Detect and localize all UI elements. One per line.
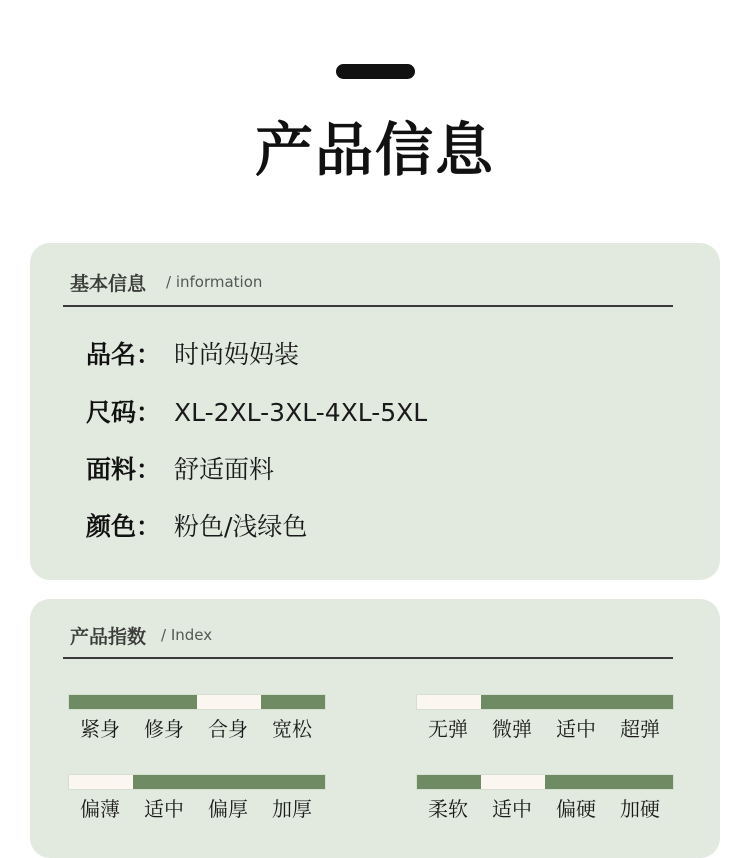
scale-label: 紧身 [80,717,120,741]
scale-label: 偏硬 [556,797,596,821]
info-row-name [86,335,299,375]
fit-scale-labels [68,714,326,744]
basic-info-subheading: / information [166,273,263,291]
scale-label: 合身 [208,717,248,741]
info-value-fabric: 舒适面料 [174,455,275,484]
scale-label: 柔软 [428,797,468,821]
scale-label: 宽松 [272,717,312,741]
scale-label: 适中 [492,797,532,821]
decorative-pill [336,64,415,79]
info-key-color: 颜色： [86,512,162,541]
info-row-fabric [86,450,274,490]
scale-label: 偏薄 [80,797,120,821]
basic-info-card [30,243,720,580]
info-row-color [86,507,307,547]
softness-scale-marker [481,775,545,789]
fit-scale-bar [68,694,326,710]
scale-label: 微弹 [492,717,532,741]
scale-label: 适中 [556,717,596,741]
scale-label: 无弹 [428,717,468,741]
thickness-scale-bar [68,774,326,790]
info-value-color: 粉色/浅绿色 [174,512,308,541]
thickness-scale-marker [69,775,133,789]
scale-label: 适中 [144,797,184,821]
basic-info-divider [63,305,673,307]
scale-label: 偏厚 [208,797,248,821]
product-index-subheading: / Index [161,626,213,644]
thickness-scale-labels [68,794,326,824]
softness-scale-labels [416,794,674,824]
elasticity-scale-labels [416,714,674,744]
product-index-divider [63,657,673,659]
info-key-fabric: 面料： [86,455,162,484]
elasticity-scale-marker [417,695,481,709]
scale-label: 超弹 [620,717,660,741]
page-title: 产品信息 [254,116,495,184]
scale-label: 修身 [144,717,184,741]
softness-scale-bar [416,774,674,790]
fit-scale-marker [197,695,261,709]
info-value-name: 时尚妈妈装 [174,340,300,369]
basic-info-heading: 基本信息 [70,273,147,295]
scale-label: 加硬 [620,797,660,821]
product-index-heading: 产品指数 [70,626,147,648]
info-value-size: XL-2XL-3XL-4XL-5XL [174,398,428,427]
info-key-size: 尺码： [86,398,162,427]
info-row-size [86,393,427,433]
elasticity-scale-bar [416,694,674,710]
scale-label: 加厚 [272,797,312,821]
product-index-card [30,599,720,858]
info-key-name: 品名： [86,340,162,369]
